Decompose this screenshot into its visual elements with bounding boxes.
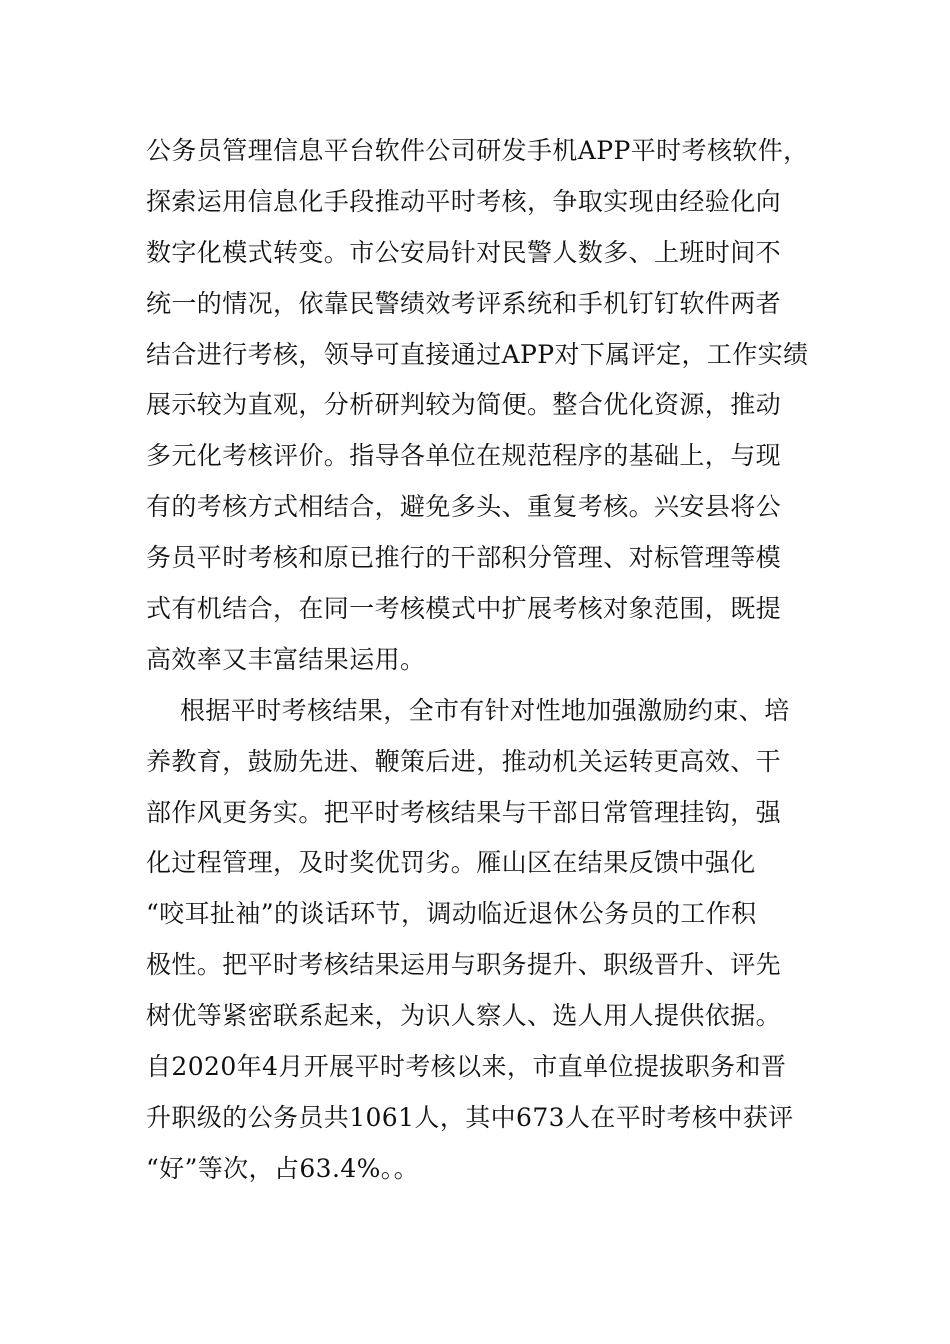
- text-line: 有的考核方式相结合，避免多头、重复考核。兴安县将公: [146, 492, 782, 522]
- text-line: “咬耳扯袖”的谈话环节，调动临近退休公务员的工作积: [146, 899, 757, 929]
- text-line: 部作风更务实。把平时考核结果与干部日常管理挂钩，强: [146, 797, 782, 827]
- text-line: 自2020年4月开展平时考核以来，市直单位提拔职务和晋: [146, 1052, 787, 1082]
- text-line: 高效率又丰富结果运用。: [146, 644, 426, 674]
- text-line: 式有机结合，在同一考核模式中扩展考核对象范围，既提: [146, 594, 782, 624]
- text-line: 养教育，鼓励先进、鞭策后进，推动机关运转更高效、干: [146, 746, 782, 776]
- text-line: 数字化模式转变。市公安局针对民警人数多、上班时间不: [146, 237, 782, 267]
- text-line: 展示较为直观，分析研判较为简便。整合优化资源，推动: [146, 390, 782, 420]
- body-text: [146, 126, 816, 1195]
- text-line: 极性。把平时考核结果运用与职务提升、职级晋升、评先: [146, 950, 782, 980]
- text-line: 结合进行考核，领导可直接通过APP对下属评定，工作实绩: [146, 339, 809, 369]
- text-line: 根据平时考核结果，全市有针对性地加强激励约束、培: [180, 695, 790, 725]
- text-line: 务员平时考核和原已推行的干部积分管理、对标管理等模: [146, 543, 782, 573]
- text-line: 升职级的公务员共1061人，其中673人在平时考核中获评: [146, 1102, 794, 1132]
- text-line: “好”等次，占63.4%。。: [146, 1153, 420, 1183]
- text-line: 多元化考核评价。指导各单位在规范程序的基础上，与现: [146, 441, 782, 471]
- text-line: 统一的情况，依靠民警绩效考评系统和手机钉钉软件两者: [146, 288, 782, 318]
- text-line: 探索运用信息化手段推动平时考核，争取实现由经验化向: [146, 186, 782, 216]
- text-line: 公务员管理信息平台软件公司研发手机APP平时考核软件，: [146, 136, 809, 165]
- text-line: 化过程管理，及时奖优罚劣。雁山区在结果反馈中强化: [146, 848, 756, 878]
- text-line: 树优等紧密联系起来，为识人察人、选人用人提供依据。: [146, 1001, 782, 1031]
